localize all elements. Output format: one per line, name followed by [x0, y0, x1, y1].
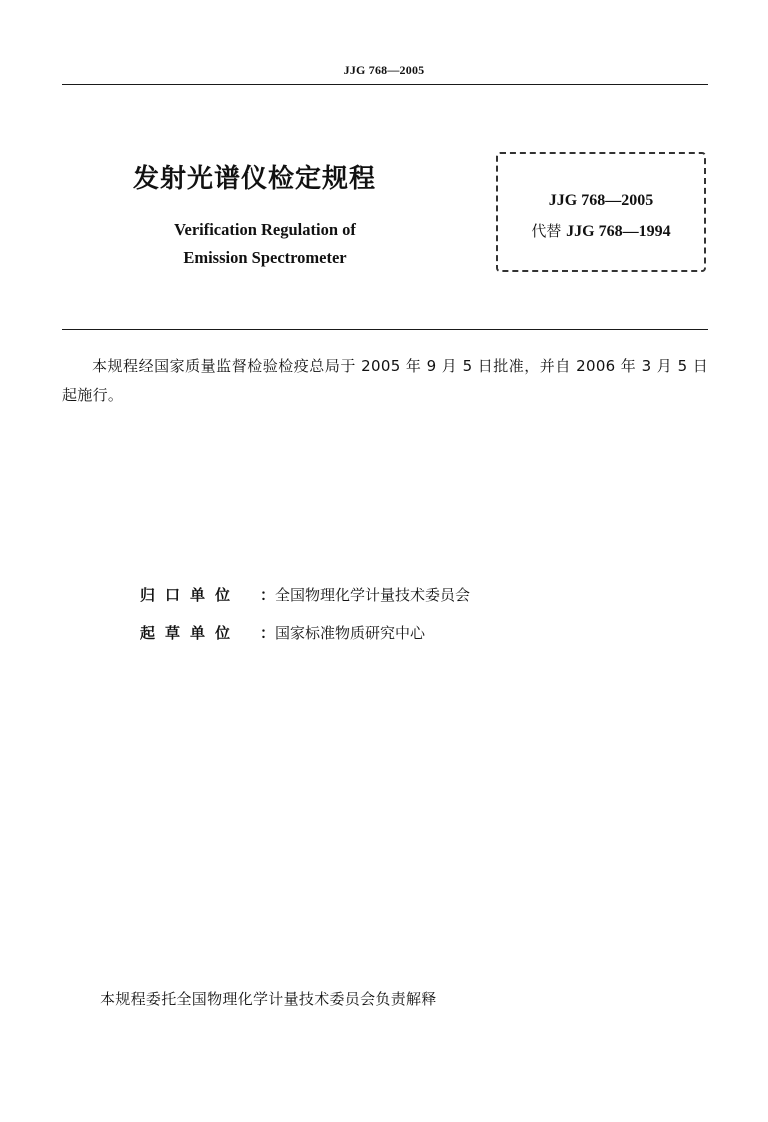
title-english-line1: Verification Regulation of [174, 220, 356, 239]
responsible-unit-colon: ： [260, 586, 276, 604]
header-standard-code: JJG 768—2005 [343, 63, 425, 77]
replaces-code-line [498, 220, 704, 241]
header-divider [62, 84, 708, 85]
approval-statement: 本规程经国家质量监督检验检疫总局于 2005 年 9 月 5 日批准，并自 2006 年 3 月 5 日起施行。 [62, 357, 708, 404]
responsible-unit-row [140, 584, 470, 605]
replaced-code: JJG 768—1994 [566, 223, 671, 240]
drafting-unit-colon: ： [260, 624, 276, 642]
standard-code: JJG 768—2005 [548, 192, 654, 209]
drafting-unit-value: 国家标准物质研究中心 [275, 624, 426, 642]
standard-code-box [496, 152, 706, 272]
drafting-unit-label: 起草单位 [140, 624, 241, 642]
title-chinese: 发射光谱仪检定规程 [133, 164, 377, 194]
responsible-unit-label: 归口单位 [140, 586, 241, 604]
drafting-unit-row [140, 622, 425, 643]
replaces-prefix: 代替 [531, 222, 567, 240]
interpretation-note: 本规程委托全国物理化学计量技术委员会负责解释 [100, 990, 437, 1008]
title-english-line2: Emission Spectrometer [183, 248, 347, 267]
section-divider [62, 329, 708, 330]
responsible-unit-value: 全国物理化学计量技术委员会 [275, 586, 471, 604]
